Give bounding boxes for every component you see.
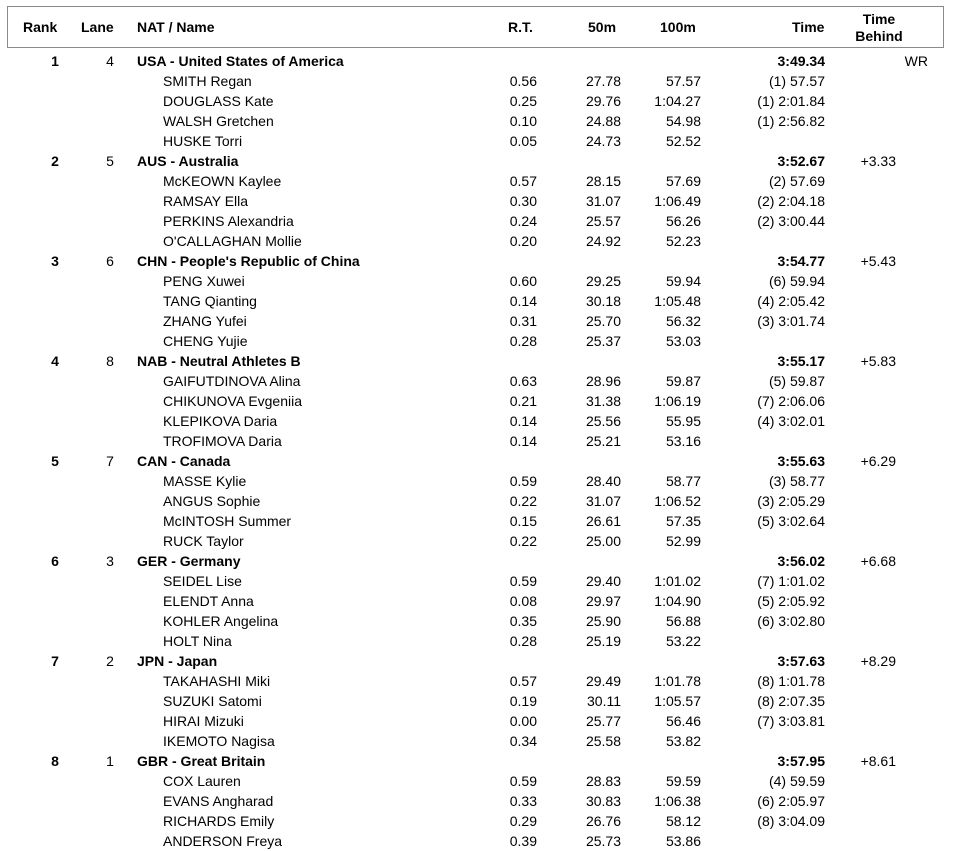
swimmer-row bbox=[0, 711, 953, 731]
split-100m-cell: 58.12 bbox=[665, 813, 701, 829]
team-row bbox=[0, 551, 953, 571]
reaction-time-cell: 0.28 bbox=[509, 633, 537, 649]
swimmer-name-cell: WALSH Gretchen bbox=[163, 113, 274, 129]
swimmer-name-cell: GAIFUTDINOVA Alina bbox=[163, 373, 301, 389]
split-50m-cell: 29.25 bbox=[585, 273, 621, 289]
split-50m-cell: 26.61 bbox=[585, 513, 621, 529]
record-cell: WR bbox=[904, 53, 928, 69]
reaction-time-cell: 0.57 bbox=[509, 173, 537, 189]
reaction-time-cell: 0.22 bbox=[509, 493, 537, 509]
reaction-time-cell: 0.59 bbox=[509, 773, 537, 789]
split-50m-cell: 30.11 bbox=[587, 693, 621, 709]
split-50m-cell: 25.21 bbox=[585, 433, 621, 449]
swimmer-row bbox=[0, 491, 953, 511]
swimmer-name-cell: MASSE Kylie bbox=[163, 473, 247, 489]
header-50m: 50m bbox=[588, 19, 617, 35]
rank-cell: 1 bbox=[51, 53, 59, 69]
reaction-time-cell: 0.08 bbox=[509, 593, 537, 609]
reaction-time-cell: 0.57 bbox=[509, 673, 537, 689]
cumulative-split-cell: (8) 3:04.09 bbox=[757, 813, 825, 829]
split-100m-cell: 56.46 bbox=[665, 713, 701, 729]
swimmer-name-cell: TAKAHASHI Miki bbox=[163, 673, 271, 689]
swimmer-row bbox=[0, 831, 953, 851]
swimmer-name-cell: PENG Xuwei bbox=[163, 273, 245, 289]
header-reaction-time: R.T. bbox=[508, 19, 533, 35]
cumulative-split-cell: (2) 57.69 bbox=[768, 173, 825, 189]
reaction-time-cell: 0.15 bbox=[509, 513, 537, 529]
team-row bbox=[0, 251, 953, 271]
rank-cell: 4 bbox=[51, 353, 59, 369]
reaction-time-cell: 0.20 bbox=[509, 233, 537, 249]
reaction-time-cell: 0.28 bbox=[509, 333, 537, 349]
split-50m-cell: 25.00 bbox=[585, 533, 621, 549]
reaction-time-cell: 0.59 bbox=[509, 573, 537, 589]
team-name-cell: GER - Germany bbox=[137, 553, 241, 569]
reaction-time-cell: 0.00 bbox=[509, 713, 537, 729]
swimmer-name-cell: COX Lauren bbox=[163, 773, 241, 789]
team-row bbox=[0, 751, 953, 771]
split-50m-cell: 25.19 bbox=[585, 633, 621, 649]
split-50m-cell: 28.40 bbox=[585, 473, 621, 489]
cumulative-split-cell: (6) 2:05.97 bbox=[757, 793, 825, 809]
swimmer-name-cell: DOUGLASS Kate bbox=[163, 93, 274, 109]
split-100m-cell: 56.32 bbox=[665, 313, 701, 329]
split-50m-cell: 29.76 bbox=[585, 93, 621, 109]
split-50m-cell: 24.88 bbox=[585, 113, 621, 129]
split-100m-cell: 59.59 bbox=[665, 773, 701, 789]
split-50m-cell: 25.56 bbox=[585, 413, 621, 429]
cumulative-split-cell: (7) 3:03.81 bbox=[757, 713, 825, 729]
swimmer-row bbox=[0, 591, 953, 611]
swimmer-name-cell: CHENG Yujie bbox=[163, 333, 248, 349]
reaction-time-cell: 0.30 bbox=[509, 193, 537, 209]
time-behind-cell: +5.83 bbox=[860, 353, 896, 369]
cumulative-split-cell: (8) 1:01.78 bbox=[757, 673, 825, 689]
split-50m-cell: 25.73 bbox=[585, 833, 621, 849]
header-time-behind-line1: Time bbox=[862, 11, 896, 27]
cumulative-split-cell: (2) 3:00.44 bbox=[757, 213, 825, 229]
reaction-time-cell: 0.59 bbox=[509, 473, 537, 489]
team-row bbox=[0, 451, 953, 471]
reaction-time-cell: 0.10 bbox=[509, 113, 537, 129]
split-100m-cell: 59.94 bbox=[665, 273, 701, 289]
split-100m-cell: 59.87 bbox=[665, 373, 701, 389]
swimmer-name-cell: ELENDT Anna bbox=[163, 593, 254, 609]
split-50m-cell: 25.70 bbox=[585, 313, 621, 329]
team-row bbox=[0, 351, 953, 371]
swimmer-row bbox=[0, 771, 953, 791]
swimmer-row bbox=[0, 131, 953, 151]
swimmer-name-cell: EVANS Angharad bbox=[163, 793, 274, 809]
split-100m-cell: 53.16 bbox=[665, 433, 701, 449]
split-100m-cell: 56.26 bbox=[665, 213, 701, 229]
header-100m: 100m bbox=[660, 19, 696, 35]
split-50m-cell: 25.90 bbox=[585, 613, 621, 629]
cumulative-split-cell: (5) 59.87 bbox=[768, 373, 825, 389]
split-50m-cell: 25.57 bbox=[585, 213, 621, 229]
reaction-time-cell: 0.24 bbox=[509, 213, 537, 229]
lane-cell: 1 bbox=[106, 753, 114, 769]
swimmer-name-cell: CHIKUNOVA Evgeniia bbox=[163, 393, 303, 409]
swimmer-row bbox=[0, 111, 953, 131]
cumulative-split-cell: (5) 3:02.64 bbox=[757, 513, 825, 529]
final-time-cell: 3:52.67 bbox=[777, 153, 825, 169]
split-50m-cell: 29.97 bbox=[585, 593, 621, 609]
swimmer-name-cell: McKEOWN Kaylee bbox=[163, 173, 282, 189]
lane-cell: 2 bbox=[106, 653, 114, 669]
split-100m-cell: 57.35 bbox=[665, 513, 701, 529]
cumulative-split-cell: (3) 3:01.74 bbox=[757, 313, 825, 329]
swimmer-name-cell: TANG Qianting bbox=[163, 293, 257, 309]
final-time-cell: 3:55.63 bbox=[777, 453, 825, 469]
split-100m-cell: 58.77 bbox=[665, 473, 701, 489]
results-table-body bbox=[0, 51, 953, 851]
swimmer-name-cell: McINTOSH Summer bbox=[163, 513, 292, 529]
split-50m-cell: 24.92 bbox=[585, 233, 621, 249]
split-50m-cell: 25.37 bbox=[585, 333, 621, 349]
split-100m-cell: 53.22 bbox=[665, 633, 701, 649]
swimmer-name-cell: ZHANG Yufei bbox=[163, 313, 247, 329]
swimmer-row bbox=[0, 471, 953, 491]
cumulative-split-cell: (1) 2:01.84 bbox=[757, 93, 825, 109]
team-name-cell: AUS - Australia bbox=[137, 153, 239, 169]
rank-cell: 8 bbox=[51, 753, 59, 769]
cumulative-split-cell: (8) 2:07.35 bbox=[757, 693, 825, 709]
reaction-time-cell: 0.29 bbox=[509, 813, 537, 829]
time-behind-cell: +3.33 bbox=[860, 153, 896, 169]
cumulative-split-cell: (4) 3:02.01 bbox=[757, 413, 825, 429]
split-50m-cell: 31.07 bbox=[585, 493, 621, 509]
swimmer-row bbox=[0, 431, 953, 451]
split-100m-cell: 1:06.19 bbox=[654, 393, 701, 409]
split-100m-cell: 57.69 bbox=[665, 173, 701, 189]
cumulative-split-cell: (6) 59.94 bbox=[768, 273, 825, 289]
reaction-time-cell: 0.33 bbox=[509, 793, 537, 809]
swimmer-name-cell: ANGUS Sophie bbox=[163, 493, 261, 509]
split-100m-cell: 55.95 bbox=[665, 413, 701, 429]
time-behind-cell: +8.61 bbox=[860, 753, 896, 769]
rank-cell: 3 bbox=[51, 253, 59, 269]
split-50m-cell: 30.18 bbox=[585, 293, 621, 309]
split-100m-cell: 1:05.48 bbox=[654, 293, 701, 309]
swimmer-row bbox=[0, 691, 953, 711]
time-behind-cell: +8.29 bbox=[860, 653, 896, 669]
swimmer-row bbox=[0, 631, 953, 651]
cumulative-split-cell: (3) 58.77 bbox=[768, 473, 825, 489]
reaction-time-cell: 0.39 bbox=[509, 833, 537, 849]
split-50m-cell: 26.76 bbox=[585, 813, 621, 829]
swimmer-name-cell: SEIDEL Lise bbox=[163, 573, 242, 589]
split-50m-cell: 29.40 bbox=[585, 573, 621, 589]
team-name-cell: JPN - Japan bbox=[137, 653, 218, 669]
rank-cell: 2 bbox=[51, 153, 59, 169]
cumulative-split-cell: (5) 2:05.92 bbox=[757, 593, 825, 609]
reaction-time-cell: 0.31 bbox=[509, 313, 537, 329]
swimmer-name-cell: TROFIMOVA Daria bbox=[163, 433, 282, 449]
swimmer-row bbox=[0, 311, 953, 331]
lane-cell: 5 bbox=[106, 153, 114, 169]
team-name-cell: NAB - Neutral Athletes B bbox=[137, 353, 301, 369]
final-time-cell: 3:57.63 bbox=[777, 653, 825, 669]
swimmer-name-cell: ANDERSON Freya bbox=[163, 833, 283, 849]
swimmer-row bbox=[0, 391, 953, 411]
swimmer-row bbox=[0, 271, 953, 291]
split-100m-cell: 1:06.38 bbox=[654, 793, 701, 809]
lane-cell: 6 bbox=[106, 253, 114, 269]
swimmer-name-cell: HUSKE Torri bbox=[163, 133, 243, 149]
split-100m-cell: 53.03 bbox=[665, 333, 701, 349]
swimmer-row bbox=[0, 811, 953, 831]
swimmer-row bbox=[0, 171, 953, 191]
final-time-cell: 3:55.17 bbox=[777, 353, 825, 369]
cumulative-split-cell: (4) 59.59 bbox=[768, 773, 825, 789]
swimmer-row bbox=[0, 531, 953, 551]
swimmer-row bbox=[0, 191, 953, 211]
team-row bbox=[0, 51, 953, 71]
swimmer-row bbox=[0, 291, 953, 311]
split-50m-cell: 24.73 bbox=[585, 133, 621, 149]
team-name-cell: GBR - Great Britain bbox=[137, 753, 266, 769]
swimmer-row bbox=[0, 71, 953, 91]
split-50m-cell: 31.38 bbox=[585, 393, 621, 409]
split-50m-cell: 29.49 bbox=[585, 673, 621, 689]
rank-cell: 7 bbox=[51, 653, 59, 669]
cumulative-split-cell: (7) 2:06.06 bbox=[757, 393, 825, 409]
reaction-time-cell: 0.34 bbox=[509, 733, 537, 749]
swimmer-row bbox=[0, 731, 953, 751]
split-100m-cell: 1:06.49 bbox=[654, 193, 701, 209]
team-name-cell: CHN - People's Republic of China bbox=[137, 253, 360, 269]
cumulative-split-cell: (6) 3:02.80 bbox=[757, 613, 825, 629]
split-100m-cell: 53.86 bbox=[665, 833, 701, 849]
cumulative-split-cell: (1) 2:56.82 bbox=[757, 113, 825, 129]
lane-cell: 3 bbox=[106, 553, 114, 569]
swimmer-name-cell: SMITH Regan bbox=[163, 73, 252, 89]
rank-cell: 5 bbox=[51, 453, 59, 469]
swimmer-row bbox=[0, 371, 953, 391]
header-time: Time bbox=[792, 19, 825, 35]
split-100m-cell: 1:05.57 bbox=[654, 693, 701, 709]
split-50m-cell: 25.58 bbox=[585, 733, 621, 749]
cumulative-split-cell: (3) 2:05.29 bbox=[757, 493, 825, 509]
time-behind-cell: +5.43 bbox=[860, 253, 896, 269]
reaction-time-cell: 0.14 bbox=[509, 413, 537, 429]
team-name-cell: CAN - Canada bbox=[137, 453, 231, 469]
split-100m-cell: 52.52 bbox=[665, 133, 701, 149]
split-100m-cell: 57.57 bbox=[665, 73, 701, 89]
swimmer-name-cell: RICHARDS Emily bbox=[163, 813, 275, 829]
final-time-cell: 3:49.34 bbox=[777, 53, 825, 69]
lane-cell: 8 bbox=[106, 353, 114, 369]
split-100m-cell: 52.23 bbox=[665, 233, 701, 249]
final-time-cell: 3:56.02 bbox=[777, 553, 825, 569]
swimmer-name-cell: RUCK Taylor bbox=[163, 533, 244, 549]
header-nat-name: NAT / Name bbox=[137, 19, 215, 35]
split-50m-cell: 27.78 bbox=[585, 73, 621, 89]
cumulative-split-cell: (4) 2:05.42 bbox=[757, 293, 825, 309]
swimmer-name-cell: IKEMOTO Nagisa bbox=[163, 733, 275, 749]
reaction-time-cell: 0.14 bbox=[509, 433, 537, 449]
split-100m-cell: 1:01.78 bbox=[654, 673, 701, 689]
cumulative-split-cell: (2) 2:04.18 bbox=[757, 193, 825, 209]
lane-cell: 7 bbox=[106, 453, 114, 469]
reaction-time-cell: 0.21 bbox=[509, 393, 537, 409]
split-100m-cell: 53.82 bbox=[665, 733, 701, 749]
time-behind-cell: +6.68 bbox=[860, 553, 896, 569]
split-100m-cell: 1:06.52 bbox=[654, 493, 701, 509]
time-behind-cell: +6.29 bbox=[860, 453, 896, 469]
swimmer-row bbox=[0, 91, 953, 111]
split-100m-cell: 56.88 bbox=[665, 613, 701, 629]
team-row bbox=[0, 151, 953, 171]
swimmer-row bbox=[0, 791, 953, 811]
swimmer-name-cell: RAMSAY Ella bbox=[163, 193, 249, 209]
swimmer-name-cell: KOHLER Angelina bbox=[163, 613, 279, 629]
split-100m-cell: 54.98 bbox=[665, 113, 701, 129]
split-100m-cell: 1:04.90 bbox=[654, 593, 701, 609]
swimmer-row bbox=[0, 231, 953, 251]
split-50m-cell: 28.96 bbox=[585, 373, 621, 389]
swimmer-name-cell: KLEPIKOVA Daria bbox=[163, 413, 278, 429]
header-lane: Lane bbox=[81, 19, 114, 35]
reaction-time-cell: 0.05 bbox=[509, 133, 537, 149]
reaction-time-cell: 0.19 bbox=[509, 693, 537, 709]
team-name-cell: USA - United States of America bbox=[137, 53, 344, 69]
swimmer-row bbox=[0, 571, 953, 591]
rank-cell: 6 bbox=[51, 553, 59, 569]
reaction-time-cell: 0.56 bbox=[509, 73, 537, 89]
lane-cell: 4 bbox=[106, 53, 114, 69]
final-time-cell: 3:57.95 bbox=[777, 753, 825, 769]
swimmer-row bbox=[0, 511, 953, 531]
split-50m-cell: 31.07 bbox=[585, 193, 621, 209]
split-100m-cell: 1:01.02 bbox=[654, 573, 701, 589]
swimmer-row bbox=[0, 671, 953, 691]
reaction-time-cell: 0.25 bbox=[509, 93, 537, 109]
swimmer-row bbox=[0, 331, 953, 351]
split-100m-cell: 52.99 bbox=[665, 533, 701, 549]
team-row bbox=[0, 651, 953, 671]
results-table-header bbox=[7, 6, 944, 48]
reaction-time-cell: 0.22 bbox=[509, 533, 537, 549]
swimmer-name-cell: HIRAI Mizuki bbox=[163, 713, 244, 729]
split-50m-cell: 28.15 bbox=[585, 173, 621, 189]
header-rank: Rank bbox=[23, 19, 58, 35]
cumulative-split-cell: (7) 1:01.02 bbox=[757, 573, 825, 589]
swimmer-name-cell: HOLT Nina bbox=[163, 633, 232, 649]
final-time-cell: 3:54.77 bbox=[777, 253, 825, 269]
reaction-time-cell: 0.14 bbox=[509, 293, 537, 309]
reaction-time-cell: 0.60 bbox=[509, 273, 537, 289]
split-50m-cell: 25.77 bbox=[585, 713, 621, 729]
swimmer-row bbox=[0, 611, 953, 631]
reaction-time-cell: 0.63 bbox=[509, 373, 537, 389]
header-time-behind-line2: Behind bbox=[855, 28, 903, 44]
split-50m-cell: 30.83 bbox=[585, 793, 621, 809]
cumulative-split-cell: (1) 57.57 bbox=[768, 73, 825, 89]
split-50m-cell: 28.83 bbox=[585, 773, 621, 789]
swimmer-row bbox=[0, 211, 953, 231]
split-100m-cell: 1:04.27 bbox=[654, 93, 701, 109]
swimmer-name-cell: PERKINS Alexandria bbox=[163, 213, 294, 229]
swimmer-name-cell: SUZUKI Satomi bbox=[163, 693, 262, 709]
swimmer-row bbox=[0, 411, 953, 431]
swimmer-name-cell: O'CALLAGHAN Mollie bbox=[163, 233, 302, 249]
reaction-time-cell: 0.35 bbox=[509, 613, 537, 629]
